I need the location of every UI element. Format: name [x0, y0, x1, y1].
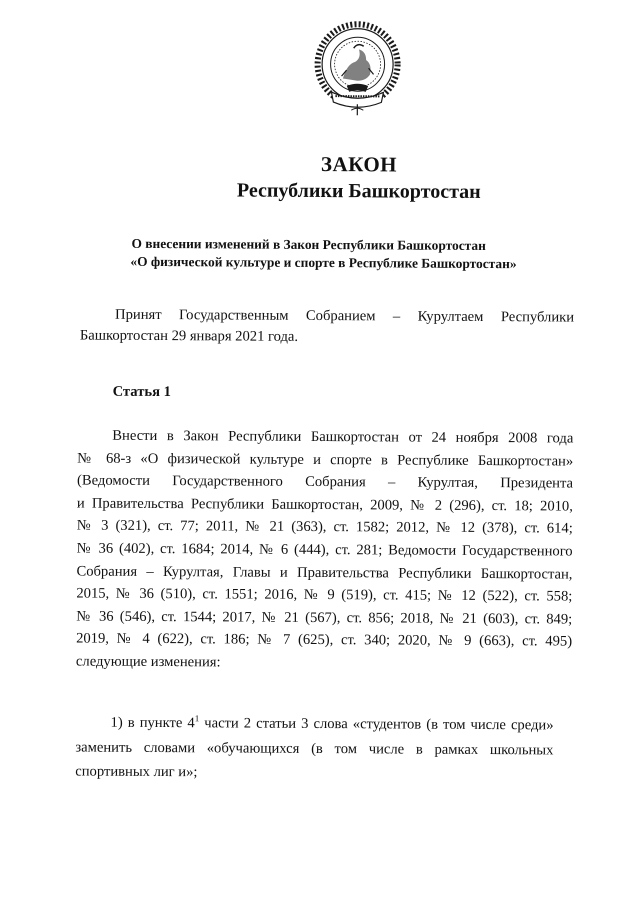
amendment-line: заменить словами «обучающихся (в том числе в рамках школьных [75, 739, 554, 758]
adoption-note [80, 305, 574, 350]
body-line: Собрания – Курултая, Главы и Правительства Республики Башкортостан, [76, 563, 573, 583]
body-line: № 3 (321), ст. 77; 2011, № 21 (363), ст. 1582; 2012, № 12 (378), ст. 614; [76, 517, 573, 537]
amendment-text: 1) в пункте 4 [110, 714, 195, 732]
amendment-item [75, 711, 553, 787]
law-subject-line: О внесении изменений в Закон Республики Башкортостан [131, 235, 486, 254]
article-body [76, 425, 574, 677]
amendment-line [76, 711, 554, 738]
body-line: № 36 (546), ст. 1544; 2017, № 21 (567), ст. 856; 2018, № 21 (603), ст. 849; [76, 608, 573, 628]
adoption-line: Принят Государственным Собранием – Курултаем Республики [115, 306, 575, 326]
body-line: следующие изменения: [75, 653, 221, 671]
body-line: № 36 (402), ст. 1684; 2014, № 6 (444), ст. 281; Ведомости Государственного [76, 540, 573, 560]
body-line: 2015, № 36 (510), ст. 1551; 2016, № 9 (519), ст. 415; № 12 (522), ст. 558; [76, 585, 573, 605]
superscript: 1 [194, 713, 200, 724]
document-subtitle: Республики Башкортостан [236, 179, 481, 203]
body-line: и Правительства Республики Башкортостан, 2009, № 2 (296), ст. 18; 2010, [76, 495, 573, 515]
law-subject-line: «О физической культуре и спорте в Республике Башкортостан» [130, 253, 517, 272]
amendment-text: части 2 статьи 3 слова «студентов (в том числе среди» [199, 715, 554, 734]
law-subject [131, 235, 516, 273]
amendment-line: спортивных лиг и»; [75, 763, 198, 781]
document-title: ЗАКОН [320, 152, 398, 177]
body-line: Внести в Закон Республики Башкортостан от 24 ноября 2008 года [112, 427, 574, 447]
body-line: 2019, № 4 (622), ст. 186; № 7 (625), ст. 340; 2020, № 9 (663), ст. 495) [76, 630, 573, 650]
body-line: (Ведомости Государственного Собрания – Курултая, Президента [77, 472, 574, 492]
article-heading: Статья 1 [112, 383, 171, 401]
body-line: № 68-з «О физической культуре и спорте в Республике Башкортостан» [77, 450, 574, 470]
adoption-line: Башкортостан 29 января 2021 года. [79, 327, 299, 345]
bashkortostan-coat-of-arms-icon [313, 18, 402, 119]
